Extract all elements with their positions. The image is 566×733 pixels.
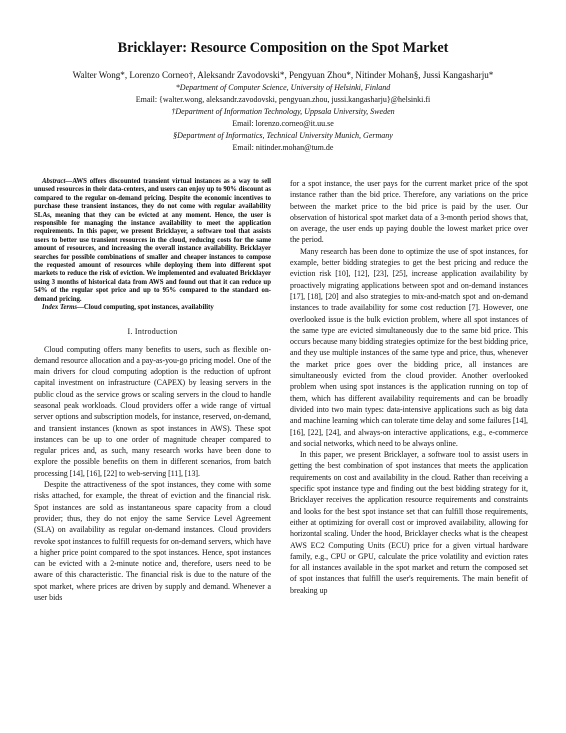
abstract-body: AWS offers discounted transient virtual instances as a way to sell unused resources in their data-centers, and users can enjoy up to 90% discount as compared to the regular on-demand pricing. Despite the economic incentives to purchase these transient instances, they do not come with regular availability SLAs, meaning that they can be evicted at any moment. Hence, the user is responsible for managing the instance availability to meet the application requirements. In this paper, we present Bricklayer, a software tool that assists users to better use transient resources in the cloud, reducing costs for the same amount of resources, and increasing the overall instance availability. Bricklayer searches for possible combinations of smaller and cheaper instances to compose the requested amount of resources while deploying them into different spot markets to reduce the risk of eviction. We implemented and evaluated Bricklayer using 3 months of historical data from AWS and found out that it can reduce up 54% of the regular spot price and up to 95% compared to the standard on-demand pricing. [34,178,271,303]
section-heading-introduction: I. Introduction [127,326,178,336]
affiliation-helsinki: *Department of Computer Science, University of Helsinki, Finland [175,83,391,92]
index-terms-label: Index Terms [42,304,78,312]
email-uppsala: Email: lorenzo.corneo@it.uu.se [232,119,334,128]
right-column [290,178,528,596]
right-paragraph-2: Many research has been done to optimize the use of spot instances, for example, better bidding strategies to get the best pricing and reduce the eviction risk [10], [12], [23], [25], increase application availability by proactively migrating applications between spot and on-demand instances [17], [18], [20] and also strategies to mix-and-match spot and on-demand instances to trade availability for some cost reduction [7]. However, one overlooked issue is the bulk eviction problem, where all spot instances of the same type are evicted simultaneously due to the same bid price. This occurs because many bidding strategies optimize for the best bidding price, and they use multiple instances of the same type and price, thus, whenever the market price goes over the bidding price, all instances are simultaneously evicted from the cloud provider. Another overlooked problem when using spot instances is the application running on top of them, which has different availability requirements and can be broadly divided into two main types: data-intensive applications such as big data and machine learning which can tolerate time delay and some failures [14], [16], [22], [24], and always-on interactive applications, e.g., e-commerce and social networks, which need to be always online. [290,246,528,448]
author-list: Walter Wong*, Lorenzo Corneo†, Aleksandr Zavodovski*, Pengyuan Zhou*, Nitinder Mohan§, Jussi Kangasharju* [72,70,494,80]
paper-title: Bricklayer: Resource Composition on the Spot Market [117,40,449,56]
intro-paragraph-1: Cloud computing offers many benefits to users, such as flexible on-demand resource allocation and a pay-as-you-go pricing model. One of the main drivers for cloud computing adoption is the reduction of upfront capital investment on infrastructure (CAPEX) by leasing servers in the public cloud as the service grows or scaling servers in the cloud to handle seasonal peak workloads. Cloud providers offer a wide range of virtual server options and subscription models, for instance, reserved, on-demand, and transient instances (known as spot instances in AWS). These spot instances can be up to one order of magnitude cheaper compared to regular prices and, as such, many research works have been done to explore the possible benefits on them in different scenarios, from batch processing [14], [16], [22] to web-serving [11], [13]. [34,344,271,478]
email-tum: Email: nitinder.mohan@tum.de [232,143,334,152]
index-terms-body: —Cloud computing, spot instances, availability [77,304,214,312]
intro-paragraph-2: Despite the attractiveness of the spot instances, they come with some risks attached, for example, the threat of eviction and the financial risk. Spot instances are sold as instantaneous spare capacity from a cloud provider; thus, they do not enjoy the same Service Level Agreement (SLA) on availability as regular on-demand instances. Cloud providers revoke spot instances to fulfill requests for on-demand servers, which have a higher price point compared to the spot instances. Hence, spot instances can be evicted with a 2-minute notice and, therefore, users need to be aware of this characteristic. The financial risk is due to the nature of the spot market, where prices are driven by supply and demand. Whenever a user bids [34,480,271,603]
index-terms [34,304,271,312]
email-helsinki: Email: {walter.wong, aleksandr.zavodovski, pengyuan.zhou, jussi.kangasharju}@helsinki.fi [135,95,431,104]
abstract-label: Abstract— [42,178,73,185]
abstract [34,178,271,304]
affiliation-tum: §Department of Informatics, Technical University Munich, Germany [173,131,393,140]
affiliation-uppsala: †Department of Information Technology, Uppsala University, Sweden [171,107,395,116]
left-column [34,178,271,603]
right-paragraph-1: for a spot instance, the user pays for the current market price of the spot instance rather than the bid price. Therefore, any variations on the price between the market price to the bid price is paid by the user. Our observation of historical spot market data of a 3-month period shows that, on average, the user ends up paying double the lowest market price over the period. [290,179,528,245]
right-paragraph-3: In this paper, we present Bricklayer, a software tool to assist users in getting the best combination of spot instances that meets the application requirements on cost and availability in the cloud. Rather than receiving a specific spot instance type and finding out the best bidding strategy for it, Bricklayer receives the application resource requirements and constraints and looks for the best spot instance set that can fulfill those requirements, either at optimizing for overall cost or improved availability, allowing for horizontal scaling. Under the hood, Bricklayer checks what is the cheapest AWS EC2 Computing Units (ECU) price for a given virtual hardware family, e.g., CPU or GPU, calculate the price volatility and eviction rates for all instances available in the spot market and return the composed set of spot instances that fulfill the user's requirements. The main benefit of breaking up [290,450,528,595]
